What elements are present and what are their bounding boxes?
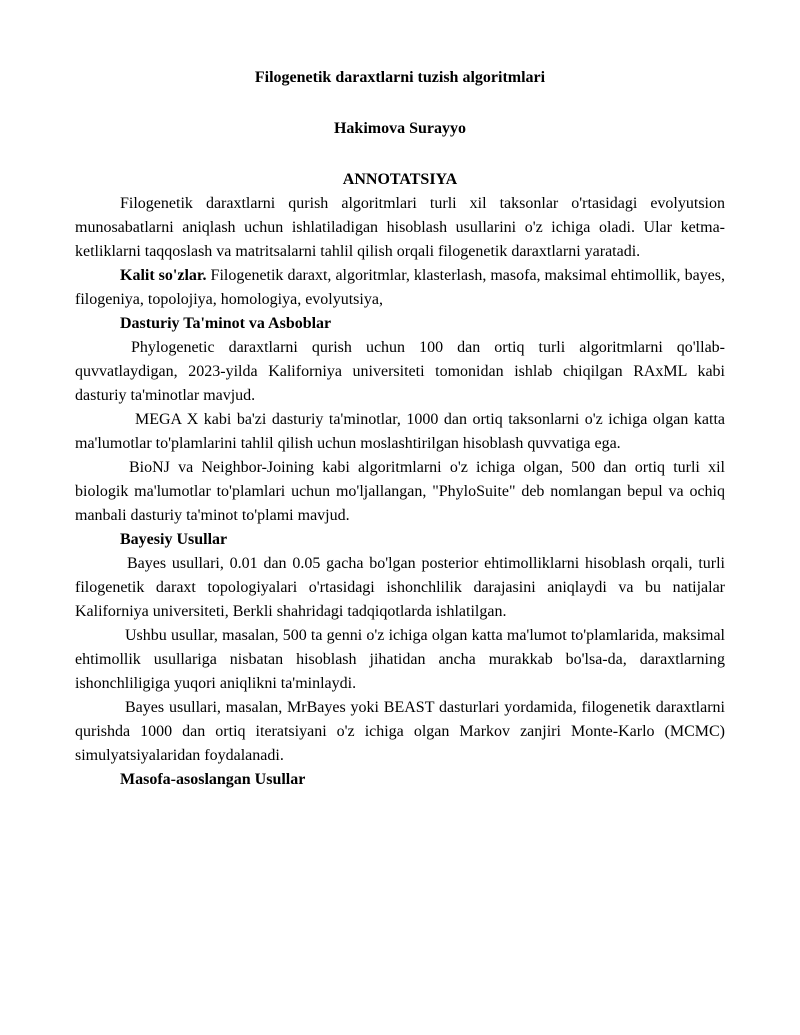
paragraph-bayesian-1: Bayes usullari, 0.01 dan 0.05 gacha bo'lgan posterior ehtimolliklarni hisoblash orqali, turli filogenetik daraxt topologiyalari o'rtasidagi ishonchlilik darajasini aniqlaydi va bu natijalar Kaliforniya universiteti, Berkli shahridagi tadqiqotlarda ishlatilgan.: [75, 555, 725, 620]
paragraph-bayesian-3: Bayes usullari, masalan, MrBayes yoki BEAST dasturlari yordamida, filogenetik daraxtlarni qurishda 1000 dan ortiq iteratsiyani o'z ichiga olgan Markov zanjiri Monte-Karlo (MCMC) simulyatsiyalaridan foydalanadi.: [75, 699, 725, 764]
keywords-paragraph: [75, 264, 725, 312]
author-name: Hakimova Surayyo: [333, 120, 466, 137]
paragraph-software-3: BioNJ va Neighbor-Joining kabi algoritmlarni o'z ichiga olgan, 500 dan ortiq turli xil biologik ma'lumotlar to'plamlari uchun mo'ljallangan, "PhyloSuite" deb nomlangan bepul va ochiq manbali dasturiy ta'minot to'plami mavjud.: [75, 459, 725, 524]
section-heading-software: Dasturiy Ta'minot va Asboblar: [120, 315, 332, 332]
document-title: Filogenetik daraxtlarni tuzish algoritmlari: [254, 69, 546, 86]
paragraph-bayesian-2: Ushbu usullar, masalan, 500 ta genni o'z ichiga olgan katta ma'lumot to'plamlarida, maksimal ehtimollik usullariga nisbatan hisoblash jihatidan ancha murakkab bo'lsa-da, daraxtlarning ishonchliligiga yuqori aniqlikni ta'minlaydi.: [75, 627, 725, 692]
section-heading-bayesian: Bayesiy Usullar: [120, 531, 228, 548]
paragraph-software-2: MEGA X kabi ba'zi dasturiy ta'minotlar, 1000 dan ortiq taksonlarni o'z ichiga olgan katta ma'lumotlar to'plamlarini tahlil qilish uchun moslashtirilgan hisoblash quvvatiga ega.: [75, 411, 725, 452]
keywords-text: Filogenetik daraxt, algoritmlar, klasterlash, masofa, maksimal ehtimollik, bayes, filogeniya, topolojiya, homologiya, evolyutsiya,: [75, 267, 725, 308]
annotation-text: Filogenetik daraxtlarni qurish algoritmlari turli xil taksonlar o'rtasidagi evolyutsion munosabatlarni aniqlash uchun ishlatiladigan hisoblash usullarini o'z ichiga oladi. Ular ketma-ketliklarni taqqoslash va matritsalarni tahlil qilish orqali filogenetik daraxtlarni yaratadi.: [75, 195, 725, 260]
annotation-heading: ANNOTATSIYA: [342, 171, 458, 188]
section-heading-distance: Masofa-asoslangan Usullar: [120, 771, 306, 788]
paragraph-software-1: Phylogenetic daraxtlarni qurish uchun 100 dan ortiq turli algoritmlarni qo'llab-quvvatlaydigan, 2023-yilda Kaliforniya universiteti tomonidan ishlab chiqilgan RAxML kabi dasturiy ta'minotlar mavjud.: [75, 339, 725, 404]
keywords-label: Kalit so'zlar.: [120, 267, 207, 284]
